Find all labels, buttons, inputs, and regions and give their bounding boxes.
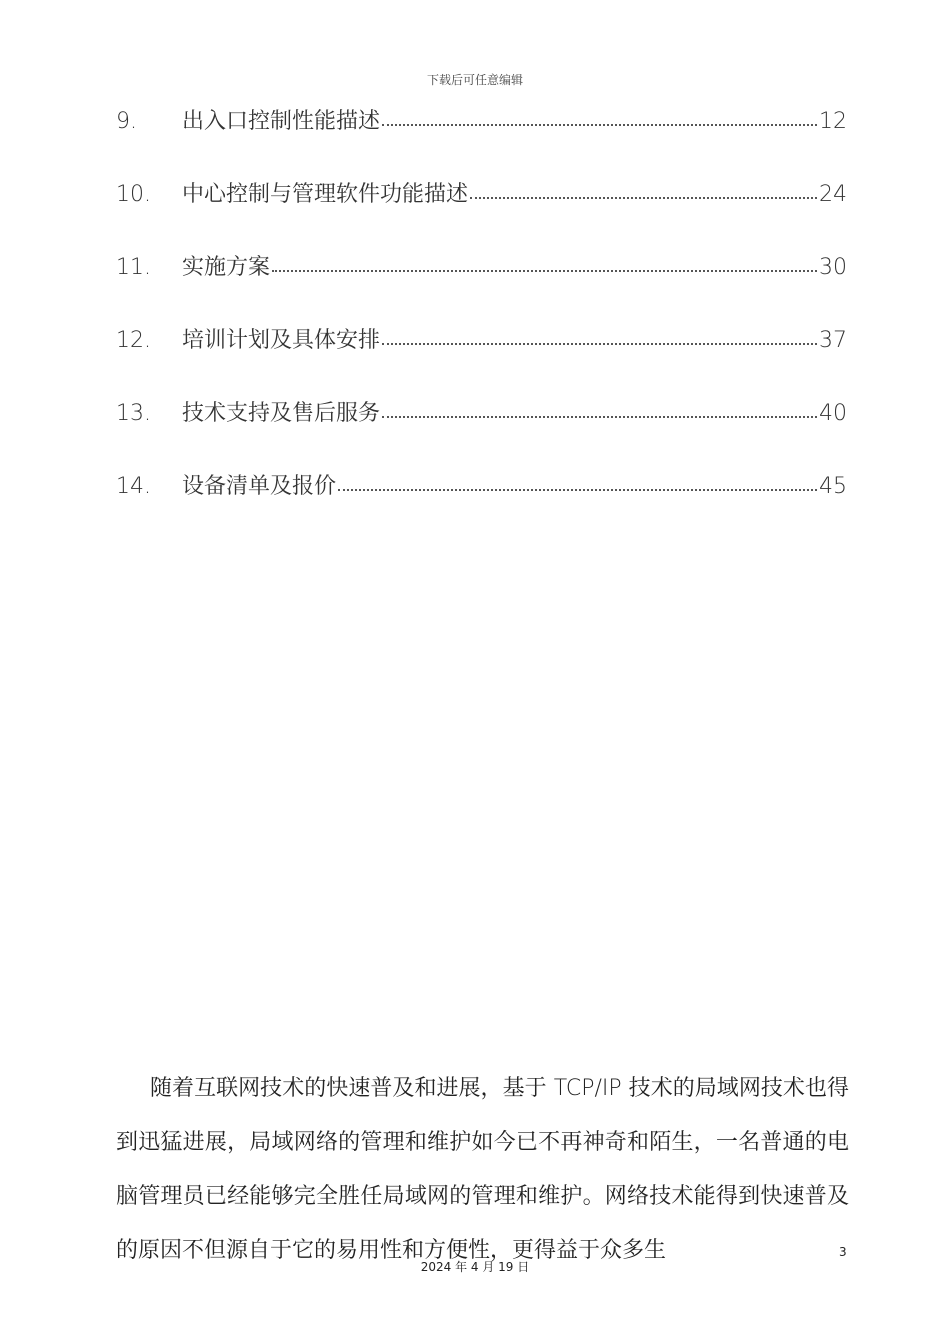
toc-entry-number: 10. (116, 182, 151, 207)
toc-entry-page: 12 (819, 109, 847, 134)
page-header: 下载后可任意编辑 (426, 73, 523, 87)
toc-entry[interactable] (116, 323, 847, 357)
page-number: 3 (839, 1245, 847, 1259)
toc-entry-page: 24 (819, 182, 847, 207)
toc-entry-number: 12. (116, 328, 151, 353)
toc-entry[interactable] (116, 469, 847, 503)
body-paragraph: 随着互联网技术的快速普及和进展，基于 TCP/IP 技术的局域网技术也得到迅猛进展，局域网络的管理和维护如今已不再神奇和陌生，一名普通的电脑管理员已经能够完全胜任局域网的管理和维护。网络技术能得到快速普及的原因不但源自于它的易用性和方便性，更得益于众多生 (116, 1076, 849, 1263)
page-footer-date: 2024 年 4 月 19 日 (420, 1260, 530, 1274)
toc-entry-number: 9. (116, 109, 137, 134)
toc-entry-title: 中心控制与管理软件功能描述 (182, 182, 469, 207)
toc-entry-page: 37 (819, 328, 847, 353)
toc-entry-number: 14. (116, 474, 151, 499)
toc-entry-number: 13. (116, 401, 151, 426)
toc-entry[interactable] (116, 104, 847, 138)
toc-entry-title: 设备清单及报价 (182, 474, 337, 499)
toc-dot-leader (272, 270, 817, 272)
toc-entry-title: 培训计划及具体安排 (182, 328, 381, 353)
toc-dot-leader (338, 489, 817, 491)
toc-entry-number: 11. (116, 255, 151, 280)
toc-entry[interactable] (116, 396, 847, 430)
toc-entry[interactable] (116, 177, 847, 211)
toc-entry-title: 出入口控制性能描述 (182, 109, 381, 134)
toc-entry-page: 45 (819, 474, 847, 499)
toc-dot-leader (382, 416, 817, 418)
toc-entry-page: 30 (819, 255, 847, 280)
toc-dot-leader (382, 343, 817, 345)
toc-entry-page: 40 (819, 401, 847, 426)
toc-entry-title: 实施方案 (182, 255, 271, 280)
toc-dot-leader (470, 197, 817, 199)
toc-entry[interactable] (116, 250, 847, 284)
toc-entry-title: 技术支持及售后服务 (182, 401, 381, 426)
toc-dot-leader (382, 124, 817, 126)
